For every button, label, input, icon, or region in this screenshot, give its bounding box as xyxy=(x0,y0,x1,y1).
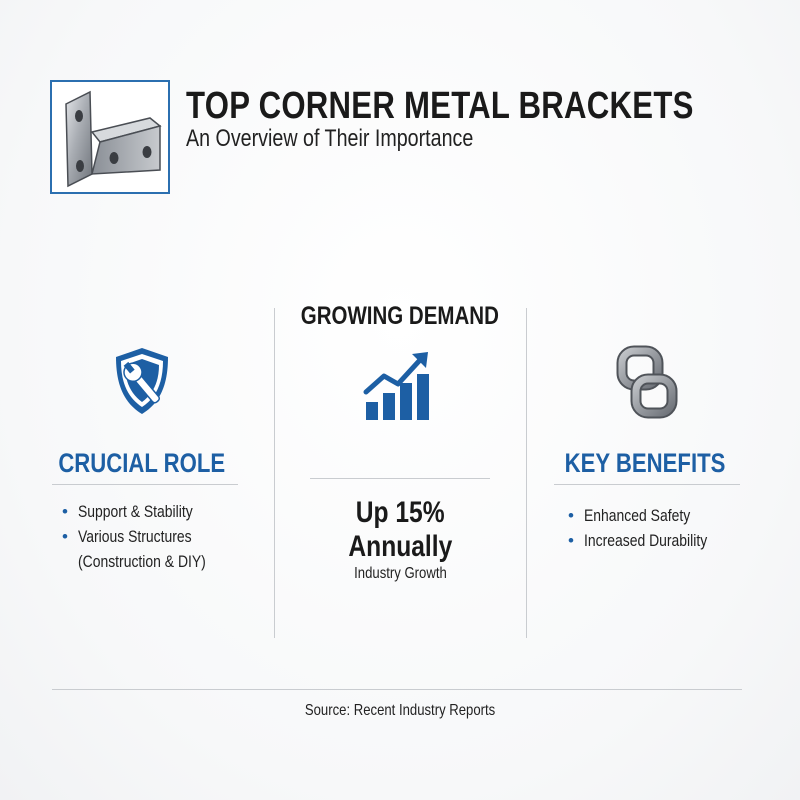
source-note: Source: Recent Industry Reports xyxy=(304,702,496,719)
crucial-role-title: CRUCIAL ROLE xyxy=(58,448,226,478)
shield-wrench-icon xyxy=(110,345,174,417)
growth-caption: Industry Growth xyxy=(353,565,447,582)
key-benefits-title: KEY BENEFITS xyxy=(564,448,726,478)
column-divider-right xyxy=(526,308,527,638)
growth-stat: Up 15% Annually xyxy=(348,496,452,563)
logo-box xyxy=(50,80,170,194)
page-title: TOP CORNER METAL BRACKETS xyxy=(186,85,694,127)
key-benefits-underline xyxy=(554,484,740,485)
column-divider-left xyxy=(274,308,275,638)
growth-bar-chart-icon xyxy=(362,350,436,424)
crucial-role-underline xyxy=(52,484,238,485)
list-item: • Increased Durability xyxy=(568,531,708,550)
growing-demand-title: GROWING DEMAND xyxy=(300,302,500,330)
growing-demand-rule xyxy=(310,478,490,479)
list-note: (Construction & DIY) xyxy=(78,552,206,571)
header xyxy=(50,80,750,196)
key-benefits-list xyxy=(568,503,734,553)
list-item: • Various Structures xyxy=(62,527,192,546)
chain-link-icon xyxy=(615,345,679,419)
crucial-role-list xyxy=(62,499,234,574)
list-item: • Enhanced Safety xyxy=(568,506,691,525)
corner-bracket-icon xyxy=(52,82,168,192)
page-subtitle: An Overview of Their Importance xyxy=(186,125,474,152)
list-item: • Support & Stability xyxy=(62,502,193,521)
footer-divider xyxy=(52,689,742,690)
